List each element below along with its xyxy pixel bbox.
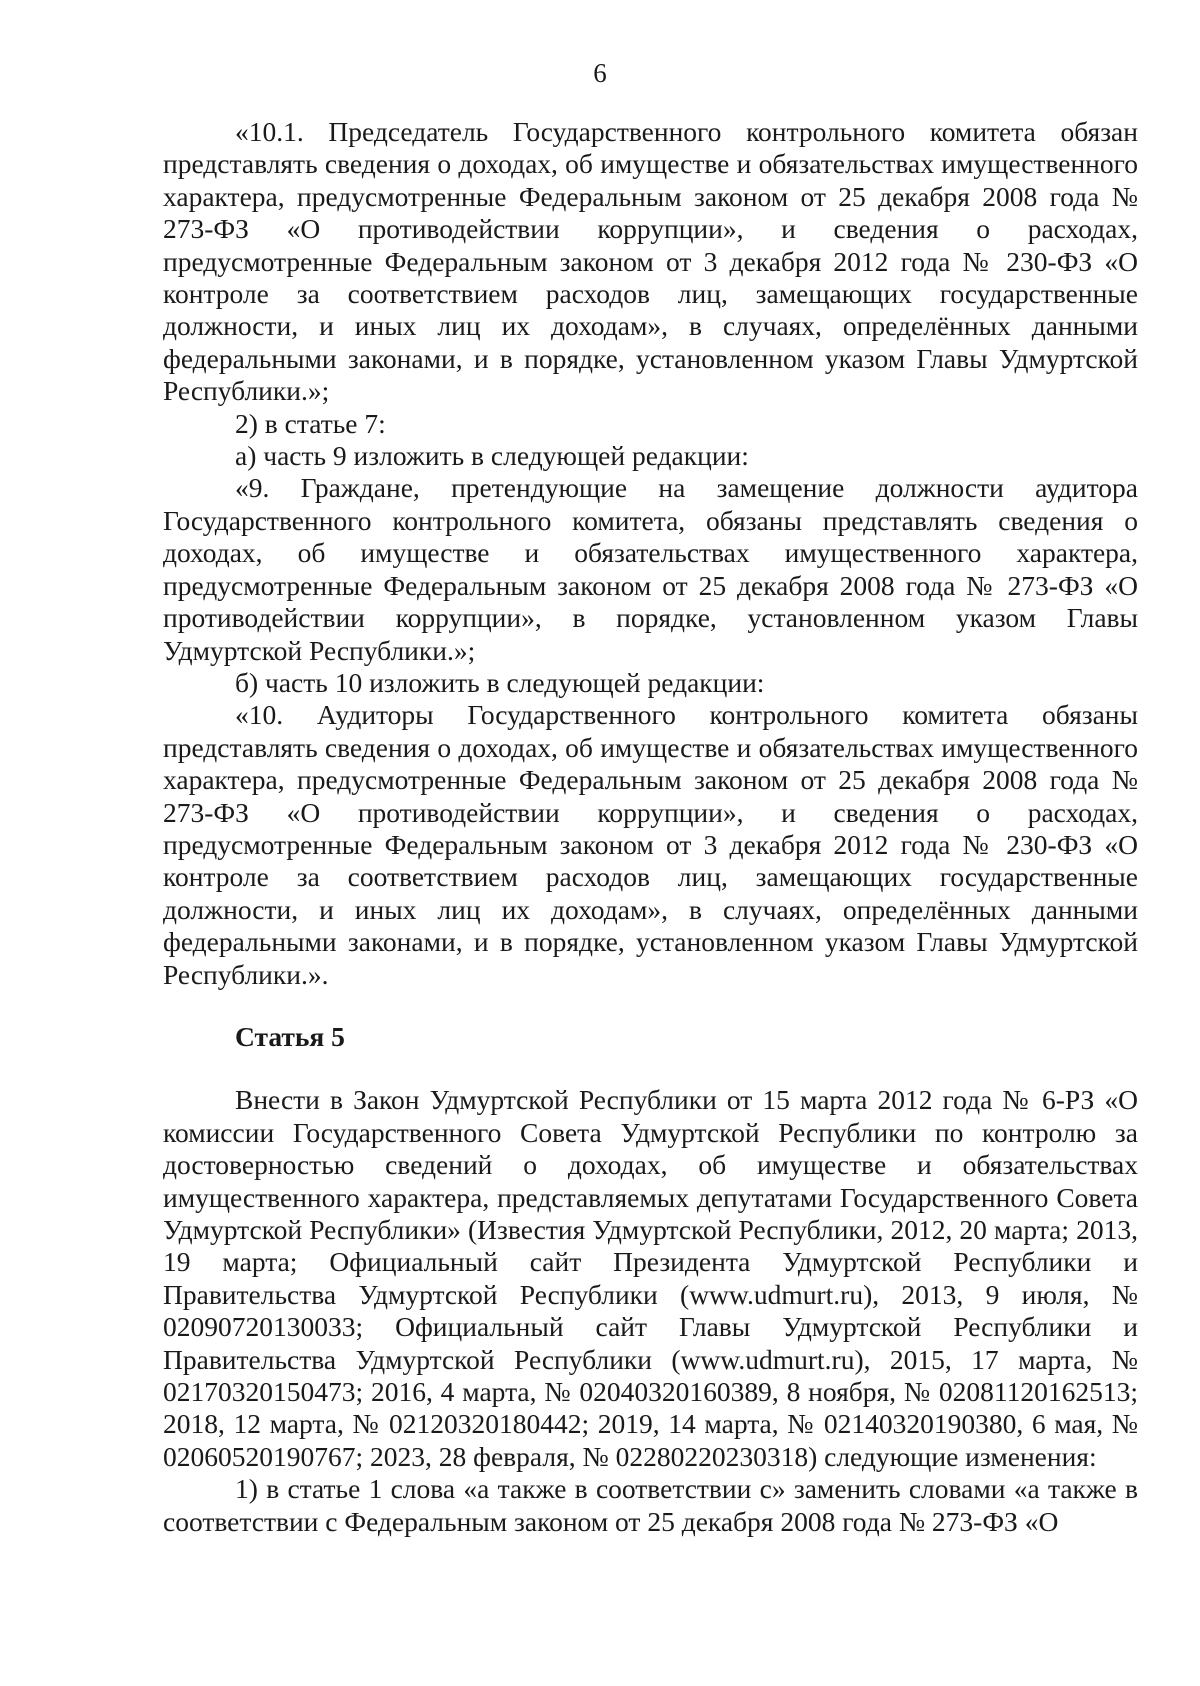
paragraph-10-1: «10.1. Председатель Государственного контрольного комитета обязан представлять сведения о доходах, об имуществе и обязательствах имущественного характера, предусмотренные Федеральным законом от 25 декабря 2008 года № 273-ФЗ «О противодействии коррупции», и сведения о расходах, предусмотренные Федеральным законом от 3 декабря 2012 года № 230-ФЗ «О контроле за соответствием расходов лиц, замещающих государственные должности, и иных лиц их доходам», в случаях, определённых данными федеральными законами, и в порядке, установленном указом Главы Удмуртской Республики.»;	[163, 116, 1138, 407]
document-body	[163, 116, 1138, 1538]
paragraph-part10-intro: б) часть 10 изложить в следующей редакции:	[235, 666, 765, 698]
paragraph-part9-intro: а) часть 9 изложить в следующей редакции:	[235, 440, 749, 472]
article-5-intro: Внести в Закон Удмуртской Республики от 15 марта 2012 года № 6-РЗ «О комиссии Государственного Совета Удмуртской Республики по контролю за достоверностью сведений о доходах, об имуществе и обязательствах имущественного характера, представляемых депутатами Государственного Совета Удмуртской Республики» (Известия Удмуртской Республики, 2012, 20 марта; 2013, 19 марта; Официальный сайт Президента Удмуртской Республики и Правительства Удмуртской Республики (www.udmurt.ru), 2013, 9 июля, № 02090720130033; Официальный сайт Главы Удмуртской Республики и Правительства Удмуртской Республики (www.udmurt.ru), 2015, 17 марта, № 02170320150473; 2016, 4 марта, № 02040320160389, 8 ноября, № 02081120162513; 2018, 12 марта, № 02120320180442; 2019, 14 марта, № 02140320190380, 6 мая, № 02060520190767; 2023, 28 февраля, № 02280220230318) следующие изменения:	[163, 1084, 1138, 1472]
article-5-heading: Статья 5	[235, 1020, 345, 1052]
article-5-item-1: 1) в статье 1 слова «а также в соответствии с» заменить словами «а также в соответствии с Федеральным законом от 25 декабря 2008 года № 273-ФЗ «О	[163, 1473, 1138, 1537]
paragraph-article7-intro: 2) в статье 7:	[235, 407, 386, 439]
paragraph-part10-text: «10. Аудиторы Государственного контрольного комитета обязаны представлять сведения о доходах, об имуществе и обязательствах имущественного характера, предусмотренные Федеральным законом от 25 декабря 2008 года № 273-ФЗ «О противодействии коррупции», и сведения о расходах, предусмотренные Федеральным законом от 3 декабря 2012 года № 230-ФЗ «О контроле за соответствием расходов лиц, замещающих государственные должности, и иных лиц их доходам», в случаях, определённых данными федеральными законами, и в порядке, установленном указом Главы Удмуртской Республики.».	[163, 699, 1138, 990]
paragraph-part9-text: «9. Граждане, претендующие на замещение должности аудитора Государственного контрольного комитета, обязаны представлять сведения о доходах, об имуществе и обязательствах имущественного характера, предусмотренные Федеральным законом от 25 декабря 2008 года № 273-ФЗ «О противодействии коррупции», в порядке, установленном указом Главы Удмуртской Республики.»;	[163, 472, 1138, 666]
page-number: 6	[593, 58, 607, 88]
